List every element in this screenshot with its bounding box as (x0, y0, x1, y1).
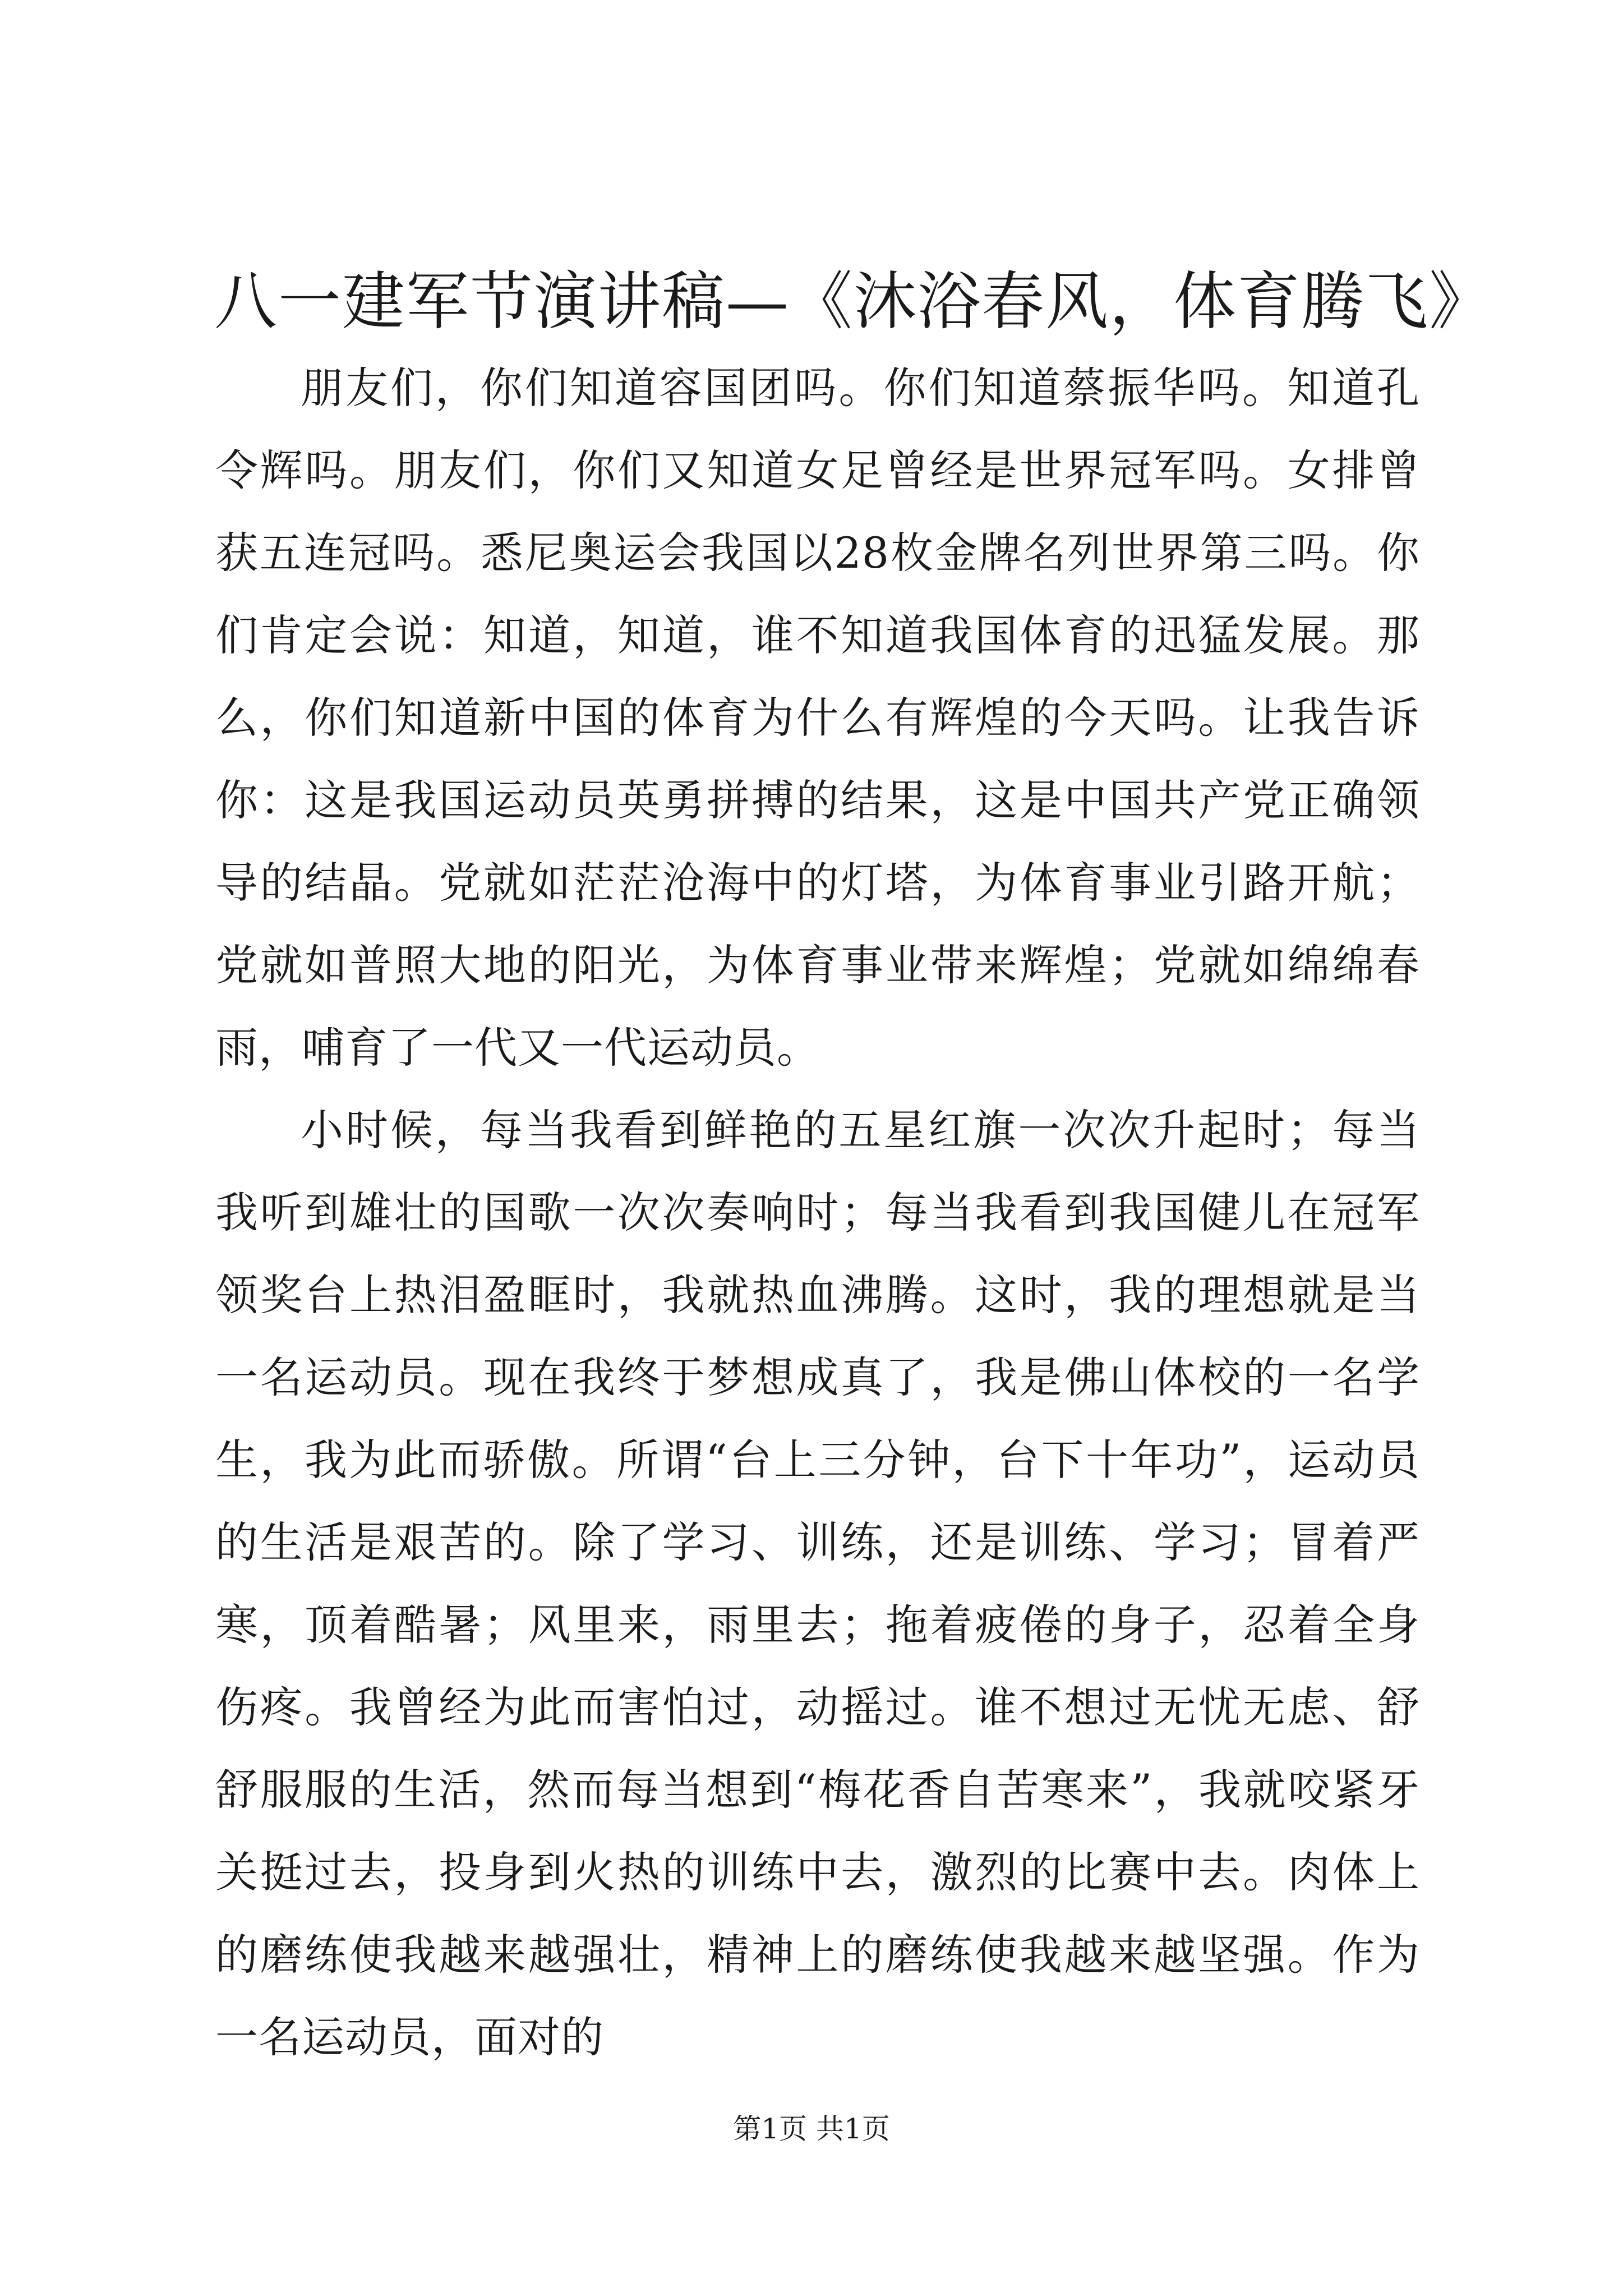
document-title: 八一建军节演讲稿—《沐浴春风，体育腾飞》 (214, 265, 1493, 338)
page-footer: 第1页 共1页 (733, 2113, 890, 2145)
paragraph-2: 小时候，每当我看到鲜艳的五星红旗一次次升起时；每当我听到雄壮的国歌一次次奏响时；每当我看到我国健儿在冠军领奖台上热泪盈眶时，我就热血沸腾。这时，我的理想就是当一名运动员。现在我终于梦想成真了，我是佛山体校的一名学生，我为此而骄傲。所谓“台上三分钟，台下十年功”，运动员的生活是艰苦的。除了学习、训练，还是训练、学习；冒着严寒，顶着酷暑；风里来，雨里去；拖着疲倦的身子，忍着全身伤疼。我曾经为此而害怕过，动摇过。谁不想过无忧无虑、舒舒服服的生活，然而每当想到“梅花香自苦寒来”，我就咬紧牙关挺过去，投身到火热的训练中去，激烈的比赛中去。肉体上的磨练使我越来越强壮，精神上的磨练使我越来越坚强。作为一名运动员，面对的 (215, 1105, 1420, 2062)
paragraph-1: 朋友们，你们知道容国团吗。你们知道蔡振华吗。知道孔令辉吗。朋友们，你们又知道女足曾经是世界冠军吗。女排曾获五连冠吗。悉尼奥运会我国以28枚金牌名列世界第三吗。你们肯定会说：知道，知道，谁不知道我国体育的迅猛发展。那么，你们知道新中国的体育为什么有辉煌的今天吗。让我告诉你：这是我国运动员英勇拼搏的结果，这是中国共产党正确领导的结晶。党就如茫茫沧海中的灯塔，为体育事业引路开航；党就如普照大地的阳光，为体育事业带来辉煌；党就如绵绵春雨，哺育了一代又一代运动员。 (215, 363, 1420, 1073)
document-body (215, 347, 1420, 2078)
